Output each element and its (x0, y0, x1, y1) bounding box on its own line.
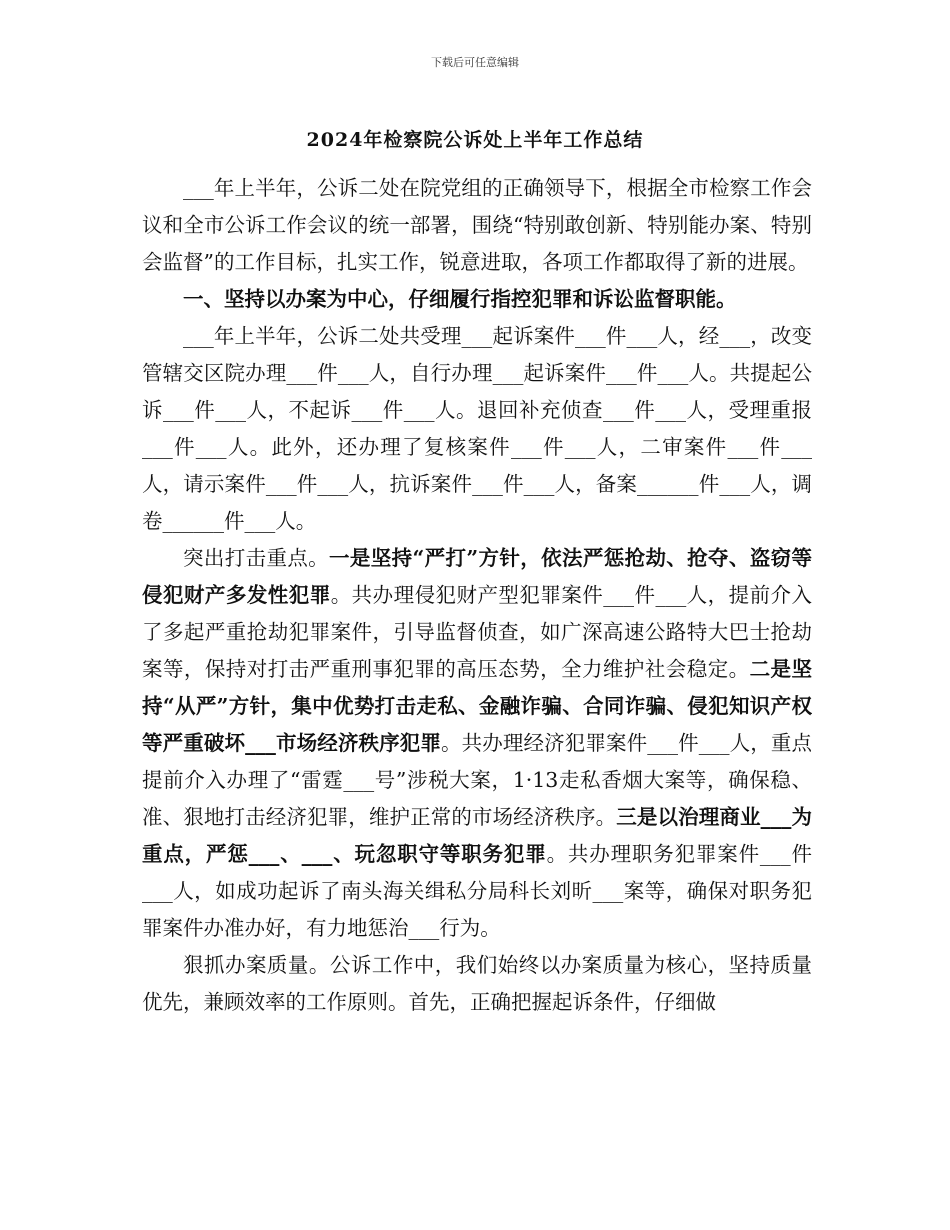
body-paragraph (142, 170, 812, 281)
body-paragraph (142, 947, 812, 1021)
text-segment: ___年上半年，公诉二处在院党组的正确领导下，根据全市检察工作会议和全市公诉工作会议的统一部署，围绕“特别敢创新、特别能办案、特别会监督”的工作目标，扎实工作，锐意进取，各项工作都取得了新的进展。 (142, 176, 812, 274)
bold-text-segment: 二是坚持“从严”方针，集中优势打击走私、金融诈骗、合同诈骗、侵犯知识产权等严重破坏___市场经济秩序犯罪 (142, 657, 813, 755)
document-body (142, 170, 812, 1021)
section-heading (142, 281, 812, 318)
header-note: 下载后可任意编辑 (431, 56, 519, 69)
document-title: 2024年检察院公诉处上半年工作总结 (306, 129, 644, 151)
text-segment: ___年上半年，公诉二处共受理___起诉案件___件___人，经___，改变管辖交区院办理___件___人，自行办理___起诉案件___件___人。共提起公诉___件___人，不起诉___件___人。退回补充侦查___件___人，受理重报___件___人。此外，还办理了复核案件___件___人，二审案件___件___人，请示案件___件___人，抗诉案件___件___人，备案______件___人，调卷______件___人。 (142, 324, 812, 533)
text-segment: 。共办理经济犯罪案件___件___人，重点提前介入办理了“雷霆___号”涉税大案，1·13走私香烟大案等，确保稳、准、狠地打击经济犯罪，维护正常的市场经济秩序。 (142, 731, 812, 829)
text-segment: 。共办理侵犯财产型犯罪案件___件___人，提前介入了多起严重抢劫犯罪案件，引导监督侦查，如广深高速公路特大巴士抢劫案等，保持对打击严重刑事犯罪的高压态势，全力维护社会稳定。 (142, 583, 813, 681)
text-segment: 狠抓办案质量。公诉工作中，我们始终以办案质量为核心，坚持质量优先，兼顾效率的工作原则。首先，正确把握起诉条件，仔细做 (142, 953, 812, 1014)
bold-text-segment: 三是以治理商业___为重点，严惩___、___、玩忽职守等职务犯罪 (142, 805, 812, 866)
body-paragraph (142, 318, 812, 540)
text-segment: 突出打击重点。 (183, 546, 330, 570)
bold-text-segment: 一是坚持“严打”方针，依法严惩抢劫、抢夺、盗窃等侵犯财产多发性犯罪 (142, 546, 812, 607)
body-paragraph (142, 540, 812, 947)
bold-text-segment: 一、坚持以办案为中心，仔细履行指控犯罪和诉讼监督职能。 (183, 287, 737, 311)
text-segment: 。共办理职务犯罪案件___件___人，如成功起诉了南头海关缉私分局科长刘昕___案等，确保对职务犯罪案件办准办好，有力地惩治___行为。 (142, 842, 813, 940)
